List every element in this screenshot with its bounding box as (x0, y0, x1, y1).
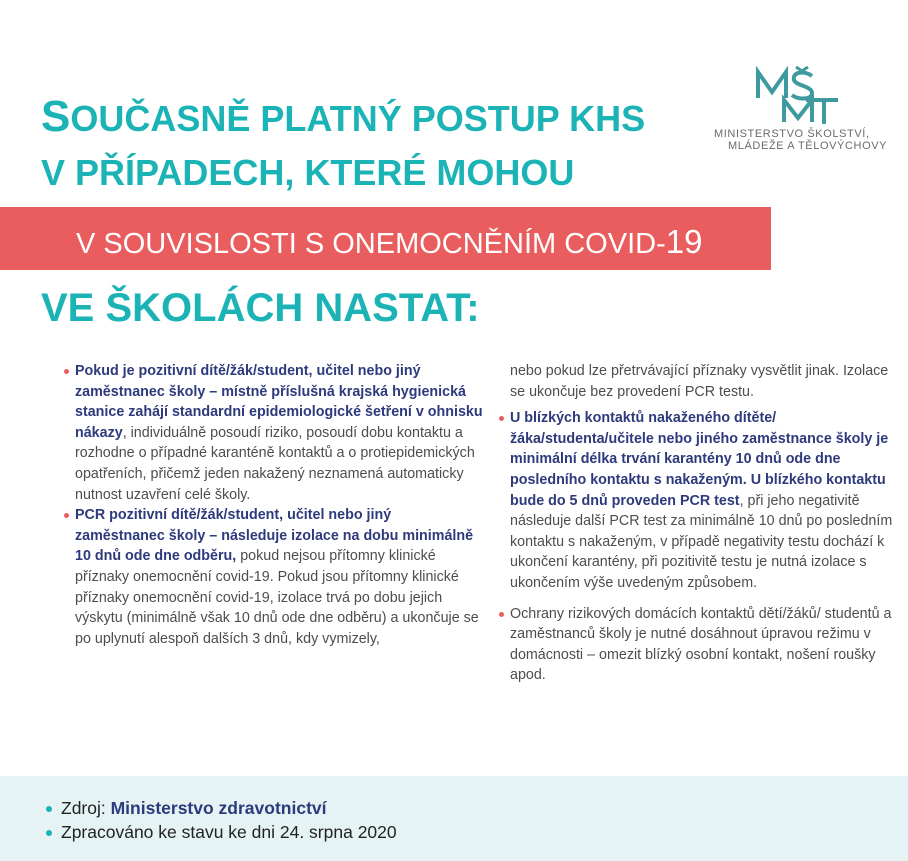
msmt-monogram-icon (754, 66, 844, 126)
list-item (64, 505, 484, 649)
item-text: , individuálně posoudí riziko, posoudí dobu kontaktu a rozhodne o případné karanténě kontaktů a o protiepidemických opatřeních, přičemž jeden nakažený neznamená automaticky nutnost uzavření celé školy. (75, 424, 475, 503)
list-item (499, 604, 899, 686)
footer (0, 776, 908, 861)
title-line-1 (41, 92, 645, 142)
list-item (499, 408, 899, 593)
footer-date (46, 822, 397, 843)
item-text: Ochrany rizikových domácích kontaktů dětí/žáků/ studentů a zaměstnanců školy je nutné dosáhnout úpravou režimu v domácnosti – omezit blízký osobní kontakt, nošení roušky apod. (510, 605, 892, 684)
msmt-logo (712, 66, 892, 156)
content-column-right (499, 361, 899, 686)
date-text: Zpracováno ke stavu ke dni 24. srpna 2020 (61, 822, 397, 842)
item-emphasis: PCR pozitivní dítě/žák/student, učitel nebo jiný zaměstnanec školy – následuje izolace na dobu minimálně 10 dnů ode dne odběru, (75, 507, 474, 565)
banner-text (76, 223, 702, 261)
source-label: Zdroj: (61, 798, 111, 818)
footer-source (46, 798, 327, 819)
banner-text-number: 19 (665, 223, 703, 260)
item-text: pokud nejsou přítomny klinické příznaky onemocnění covid-19. Pokud jsou přítomny klinické příznaky onemocnění covid-19, izolace trvá po dobu jejich výskytu (minimálně však 10 dnů ode dne odběru) a ukončuje se po uplynutí alespoň dalších 3 dnů, kdy vymizely, (75, 548, 479, 647)
item-emphasis: U blízkých kontaktů nakaženého dítěte/žáka/studenta/učitele nebo jiného zaměstnance školy je minimální délka trvání karantény 10 dnů ode dne posledního kontaktu s nakaženým. U blízkého kontaktu bude do 5 dnů proveden PCR test (510, 410, 889, 509)
bullet-icon (64, 513, 69, 518)
list-item (64, 361, 484, 505)
bullet-icon (499, 612, 504, 617)
bullet-icon (46, 830, 52, 836)
bullet-icon (64, 369, 69, 374)
item-text: , při jeho negativitě následuje další PCR test za minimálně 10 dnů po posledním kontaktu s nakaženým, v případě negativity testu dochází k ukončení karantény, při pozitivitě testu je nutná izolace s ukončením výše uvedeným způsobem. (510, 492, 893, 591)
banner-text-main: V SOUVISLOSTI S ONEMOCNĚNÍM COVID- (76, 228, 666, 260)
title-banner (0, 207, 771, 270)
title-initial: S (41, 92, 71, 141)
source-value: Ministerstvo zdravotnictví (110, 798, 327, 818)
title-line-1-rest: OUČASNĚ PLATNÝ POSTUP KHS (70, 98, 646, 139)
title-line-3: VE ŠKOLÁCH NASTAT: (41, 286, 480, 330)
bullet-icon (46, 806, 52, 812)
bullet-icon (499, 416, 504, 421)
title-line-2: V PŘÍPADECH, KTERÉ MOHOU (41, 152, 575, 193)
item-emphasis: Pokud je pozitivní dítě/žák/student, učitel nebo jiný zaměstnanec školy – místně příslušná krajská hygienická stanice zahájí standardní epidemiologické šetření v ohnisku nákazy (75, 363, 483, 441)
list-item-continuation: nebo pokud lze přetrvávající příznaky vysvětlit jinak. Izolace se ukončuje bez provedení PCR testu. (510, 363, 889, 400)
logo-text-line-1: MINISTERSTVO ŠKOLSTVÍ, (714, 128, 870, 140)
logo-text-line-2: MLÁDEŽE A TĚLOVÝCHOVY (728, 140, 888, 152)
content-column-left (64, 361, 484, 649)
